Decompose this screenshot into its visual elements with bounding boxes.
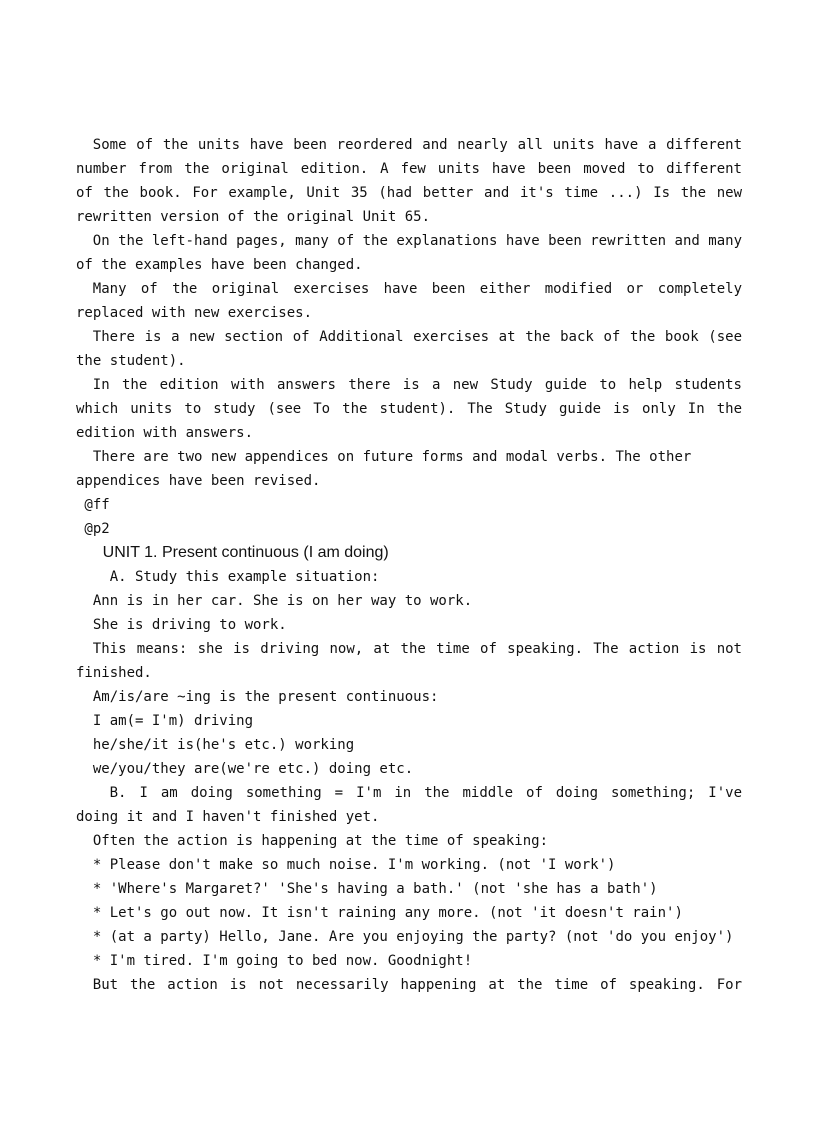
text-line: Ann is in her car. She is on her way to work. (76, 593, 473, 609)
text-line: There is a new section of Additional exercises at the back of the book (see (92, 329, 742, 345)
text-line: appendices have been revised. (76, 473, 321, 489)
text-line: * (at a party) Hello, Jane. Are you enjoying the party? (not 'do you enjoy') (76, 929, 734, 945)
text-line: he/she/it is(he's etc.) working (76, 737, 355, 753)
text-line: * 'Where's Margaret?' 'She's having a bath.' (not 'she has a bath') (76, 881, 658, 897)
text-line: B. I am doing something = I'm in the middle of doing something; I've (109, 785, 742, 801)
unit-heading: UNIT 1. Present continuous (I am doing) (76, 544, 389, 561)
text-line: @p2 (76, 521, 110, 537)
text-line: number from the original edition. A few units have been moved to different (76, 161, 742, 177)
text-line: There are two new appendices on future forms and modal verbs. The other (76, 449, 692, 465)
text-line: But the action is not necessarily happening at the time of speaking. For (92, 977, 742, 993)
text-line: edition with answers. (76, 425, 254, 441)
text-line: Many of the original exercises have been either modified or completely (92, 281, 742, 297)
text-line: I am(= I'm) driving (76, 713, 254, 729)
text-line: of the book. For example, Unit 35 (had better and it's time ...) Is the new (76, 185, 742, 201)
text-line: the student). (76, 353, 186, 369)
text-line: which units to study (see To the student). The Study guide is only In the (76, 401, 742, 417)
text-line: doing it and I haven't finished yet. (76, 809, 380, 825)
document-page (76, 133, 742, 997)
text-line: On the left-hand pages, many of the explanations have been rewritten and many (92, 233, 742, 249)
text-line: we/you/they are(we're etc.) doing etc. (76, 761, 414, 777)
text-line: * Please don't make so much noise. I'm working. (not 'I work') (76, 857, 616, 873)
text-line: * Let's go out now. It isn't raining any more. (not 'it doesn't rain') (76, 905, 683, 921)
text-line: finished. (76, 665, 152, 681)
text-line: This means: she is driving now, at the time of speaking. The action is not (92, 641, 742, 657)
text-line: In the edition with answers there is a new Study guide to help students (92, 377, 742, 393)
text-line: of the examples have been changed. (76, 257, 363, 273)
text-line: Some of the units have been reordered and nearly all units have a different (92, 137, 742, 153)
text-line: rewritten version of the original Unit 65. (76, 209, 431, 225)
text-line: replaced with new exercises. (76, 305, 313, 321)
text-line: * I'm tired. I'm going to bed now. Goodnight! (76, 953, 473, 969)
text-line: She is driving to work. (76, 617, 287, 633)
text-line: A. Study this example situation: (76, 569, 380, 585)
text-line: Am/is/are ~ing is the present continuous: (76, 689, 439, 705)
text-line: @ff (76, 497, 110, 513)
text-line: Often the action is happening at the time of speaking: (76, 833, 549, 849)
